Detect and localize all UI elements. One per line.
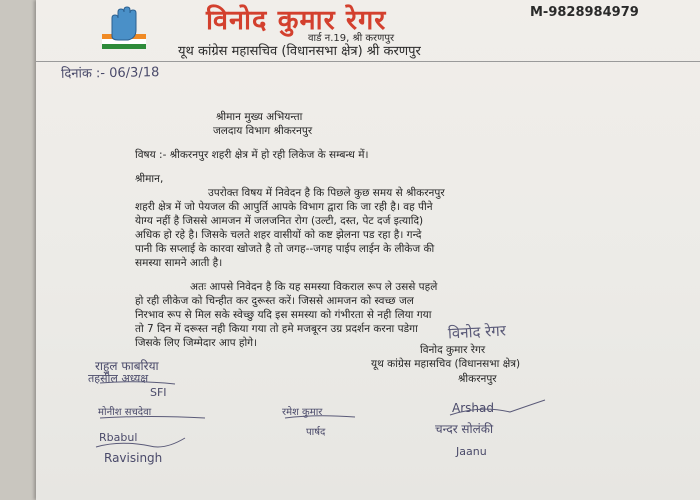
body-line: निरभाव रूप से मिल सके स्वेच्छु यदि इस समस्या को गंभीरता से नही लिया गया (135, 309, 432, 321)
witness-signature: रमेश कुमार (282, 407, 323, 418)
body-line: शहरी क्षेत्र में जो पेयजल की आपुर्ति आपके विभाग द्वारा कि जा रही है। वह पीने (135, 201, 433, 213)
letterhead-mobile: M-9828984979 (530, 5, 639, 20)
body-line: अधिक हो रहे है। जिसके चलते शहर वासीयों को कष्ट झेलना पड रहा है। गन्दे (135, 229, 422, 241)
witness-signature: चन्दर सोलंकी (435, 422, 494, 436)
body-line: तो 7 दिन में दरूस्त नही किया गया तो हमे मजबूरन उग्र प्रदर्शन करना पडेगा (135, 323, 418, 335)
sender-name: विनोद कुमार रेगर (420, 344, 486, 356)
body-line: येाग्य नहीं है जिससे आमजन में जलजनित रोग (उल्टी, दस्त, पेट दर्ज इत्यादि) (135, 215, 424, 227)
witness-signature: Jaanu (456, 445, 487, 458)
sender-place: श्रीकरनपुर (458, 373, 497, 385)
witness-signature: पार्षद (306, 427, 326, 438)
witness-signature: Ravisingh (104, 451, 163, 465)
body-line: उपरोक्त विषय में निवेदन है कि पिछले कुछ समय से श्रीकरनपुर (208, 187, 445, 199)
body-line: जिसके लिए जिम्मेदार आप होगे। (135, 337, 258, 349)
witness-signature: राहुल फाबरिया (95, 359, 159, 373)
letter-subject: विषय :- श्रीकरनपुर शहरी क्षेत्र में हो रही लिकेज के सम्बन्ध में। (135, 149, 369, 161)
witness-signature: तहसील अध्यक्ष (88, 372, 149, 385)
background-edge (0, 0, 36, 500)
party-hand-logo-icon (100, 4, 148, 52)
letterhead-ward: वार्ड न.19, श्री करणपुर (308, 33, 395, 44)
sender-signature: विनोद रेगर (447, 321, 507, 343)
salutation: श्रीमान, (135, 173, 164, 185)
handwritten-date: दिनांक :- 06/3/18 (60, 65, 160, 82)
body-line: अतः आपसे निवेदन है कि यह समस्या विकराल रूप ले उससे पहले (190, 281, 438, 293)
letterhead-name: विनोद कुमार रेगर (206, 5, 387, 36)
body-line: समस्या सामने आती है। (135, 257, 223, 269)
witness-signature: मोनीश सचदेवा (98, 407, 152, 418)
letterhead-designation: यूथ कांग्रेस महासचिव (विधानसभा क्षेत्र) श्री करणपुर (178, 44, 421, 59)
witness-signature: Rbabul (99, 431, 138, 444)
recipient-line-2: जलदाय विभाग श्रीकरनपुर (213, 125, 313, 137)
body-line: पानी कि सप्लाई के कारवा खोजते है तो जगह--जगह पाईप लाईन के लीकेज की (135, 243, 435, 255)
recipient-line-1: श्रीमान मुख्य अभियन्ता (216, 111, 303, 123)
witness-signature: Arshad (452, 401, 494, 415)
witness-signature: SFI (150, 386, 167, 399)
body-line: हो रही लीकेज को चिन्हीत कर दुरूस्त करें। जिससे आमजन को स्वच्छ जल (135, 295, 414, 307)
sender-title: यूथ कांग्रेस महासचिव (विधानसभा क्षेत्र) (371, 358, 521, 370)
